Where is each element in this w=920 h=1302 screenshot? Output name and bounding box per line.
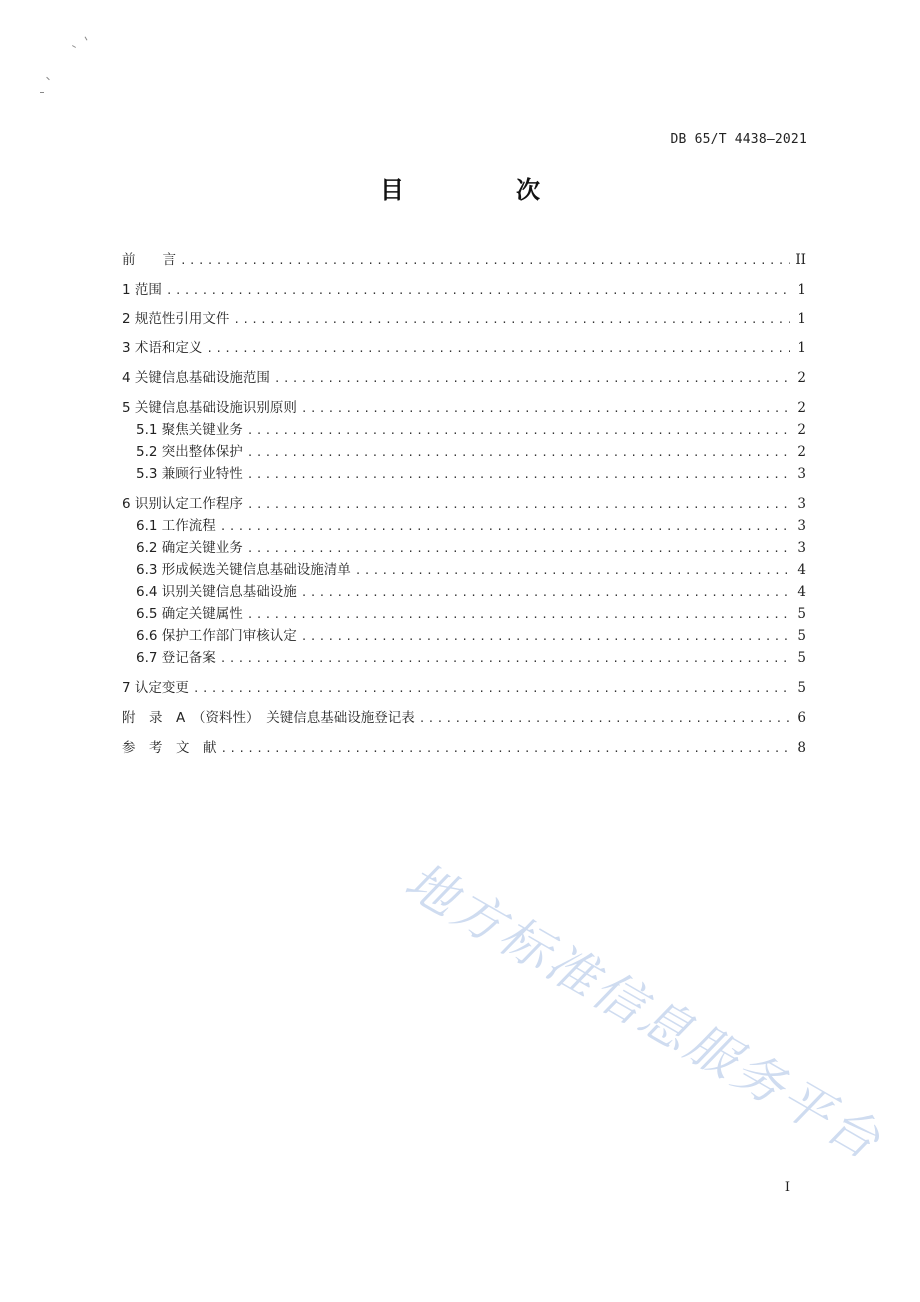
- toc-entry-label: 5.2 突出整体保护: [122, 441, 243, 463]
- toc-entry-label: 4 关键信息基础设施范围: [122, 367, 270, 389]
- toc-leader-dots: [220, 649, 790, 669]
- toc-entry[interactable]: [122, 463, 806, 485]
- toc-leader-dots: [301, 627, 790, 647]
- toc-entry-label: 3 术语和定义: [122, 337, 202, 359]
- scan-mark-3: [46, 77, 50, 81]
- toc-entry[interactable]: [122, 603, 806, 625]
- toc-entry[interactable]: [122, 515, 806, 537]
- toc-leader-dots: [247, 465, 790, 485]
- document-code: DB 65/T 4438—2021: [670, 132, 807, 147]
- toc-leader-dots: [166, 281, 790, 301]
- toc-entry-page: 1: [797, 311, 806, 327]
- toc-entry-label: 6.5 确定关键属性: [122, 603, 243, 625]
- toc-entry-label: 6.3 形成候选关键信息基础设施清单: [122, 559, 351, 581]
- toc-leader-dots: [301, 399, 790, 419]
- toc-entry-page: 1: [797, 282, 806, 298]
- toc-entry[interactable]: [122, 419, 806, 441]
- toc-entry-page: 5: [797, 628, 806, 644]
- toc-entry-label: 5.1 聚焦关键业务: [122, 419, 243, 441]
- toc-entry-label: 附 录 A （资料性） 关键信息基础设施登记表: [122, 707, 415, 729]
- toc-entry[interactable]: [122, 493, 806, 515]
- toc-entry-page: 2: [797, 422, 806, 438]
- toc-entry-page: 5: [797, 650, 806, 666]
- toc-entry-page: 3: [797, 496, 806, 512]
- toc-entry[interactable]: [122, 308, 806, 330]
- toc-entry-page: 3: [797, 518, 806, 534]
- toc-entry[interactable]: [122, 537, 806, 559]
- toc-leader-dots: [221, 739, 791, 759]
- toc-entry-page: 4: [797, 584, 806, 600]
- toc-entry[interactable]: [122, 707, 806, 729]
- toc-leader-dots: [247, 539, 790, 559]
- toc-entry-page: II: [795, 252, 806, 268]
- toc-leader-dots: [180, 251, 790, 271]
- toc-entry[interactable]: [122, 581, 806, 603]
- toc-entry-label: 6 识别认定工作程序: [122, 493, 243, 515]
- toc-entry-label: 参 考 文 献: [122, 737, 217, 759]
- toc-entry[interactable]: [122, 367, 806, 389]
- toc-entry-page: 6: [797, 710, 806, 726]
- toc-entry-label: 7 认定变更: [122, 677, 189, 699]
- toc-entry[interactable]: [122, 737, 806, 759]
- toc-entry[interactable]: [122, 677, 806, 699]
- scan-mark-1: [72, 45, 76, 48]
- scan-mark-4: [40, 92, 44, 93]
- toc-leader-dots: [233, 310, 790, 330]
- page-title: 目 次: [380, 176, 584, 204]
- toc-entry-page: 2: [797, 444, 806, 460]
- toc-leader-dots: [247, 495, 790, 515]
- scan-mark-2: [85, 37, 88, 41]
- toc-leader-dots: [301, 583, 790, 603]
- toc-entry-page: 1: [797, 340, 806, 356]
- toc-entry-page: 3: [797, 466, 806, 482]
- toc-entry[interactable]: [122, 647, 806, 669]
- toc-leader-dots: [419, 709, 790, 729]
- watermark: 地方标准信息服务平台: [395, 851, 893, 1172]
- toc-entry-page: 5: [797, 606, 806, 622]
- toc-leader-dots: [274, 369, 790, 389]
- toc-entry[interactable]: [122, 625, 806, 647]
- toc-entry-page: 2: [797, 400, 806, 416]
- toc-leader-dots: [193, 679, 790, 699]
- toc-leader-dots: [206, 339, 790, 359]
- toc-entry-page: 5: [797, 680, 806, 696]
- toc-entry[interactable]: [122, 397, 806, 419]
- page-number: I: [784, 1180, 790, 1195]
- toc-entry-page: 8: [797, 740, 806, 756]
- toc-entry-label: 前 言: [122, 249, 176, 271]
- toc-entry[interactable]: [122, 337, 806, 359]
- toc-leader-dots: [247, 443, 790, 463]
- toc-entry-page: 4: [797, 562, 806, 578]
- toc-entry[interactable]: [122, 279, 806, 301]
- toc-entry[interactable]: [122, 249, 806, 271]
- toc-entry-label: 6.7 登记备案: [122, 647, 216, 669]
- toc-entry-label: 5.3 兼顾行业特性: [122, 463, 243, 485]
- toc-entry-label: 6.1 工作流程: [122, 515, 216, 537]
- toc-entry-label: 5 关键信息基础设施识别原则: [122, 397, 297, 419]
- toc-entry-page: 3: [797, 540, 806, 556]
- toc-entry-label: 6.4 识别关键信息基础设施: [122, 581, 297, 603]
- toc-leader-dots: [247, 421, 790, 441]
- toc-entry-label: 6.2 确定关键业务: [122, 537, 243, 559]
- toc-entry[interactable]: [122, 559, 806, 581]
- toc-leader-dots: [220, 517, 790, 537]
- toc-entry-label: 1 范围: [122, 279, 162, 301]
- toc-entry-page: 2: [797, 370, 806, 386]
- toc-entry-label: 2 规范性引用文件: [122, 308, 229, 330]
- toc-entry-label: 6.6 保护工作部门审核认定: [122, 625, 297, 647]
- toc-leader-dots: [247, 605, 790, 625]
- toc-entry[interactable]: [122, 441, 806, 463]
- toc-leader-dots: [355, 561, 790, 581]
